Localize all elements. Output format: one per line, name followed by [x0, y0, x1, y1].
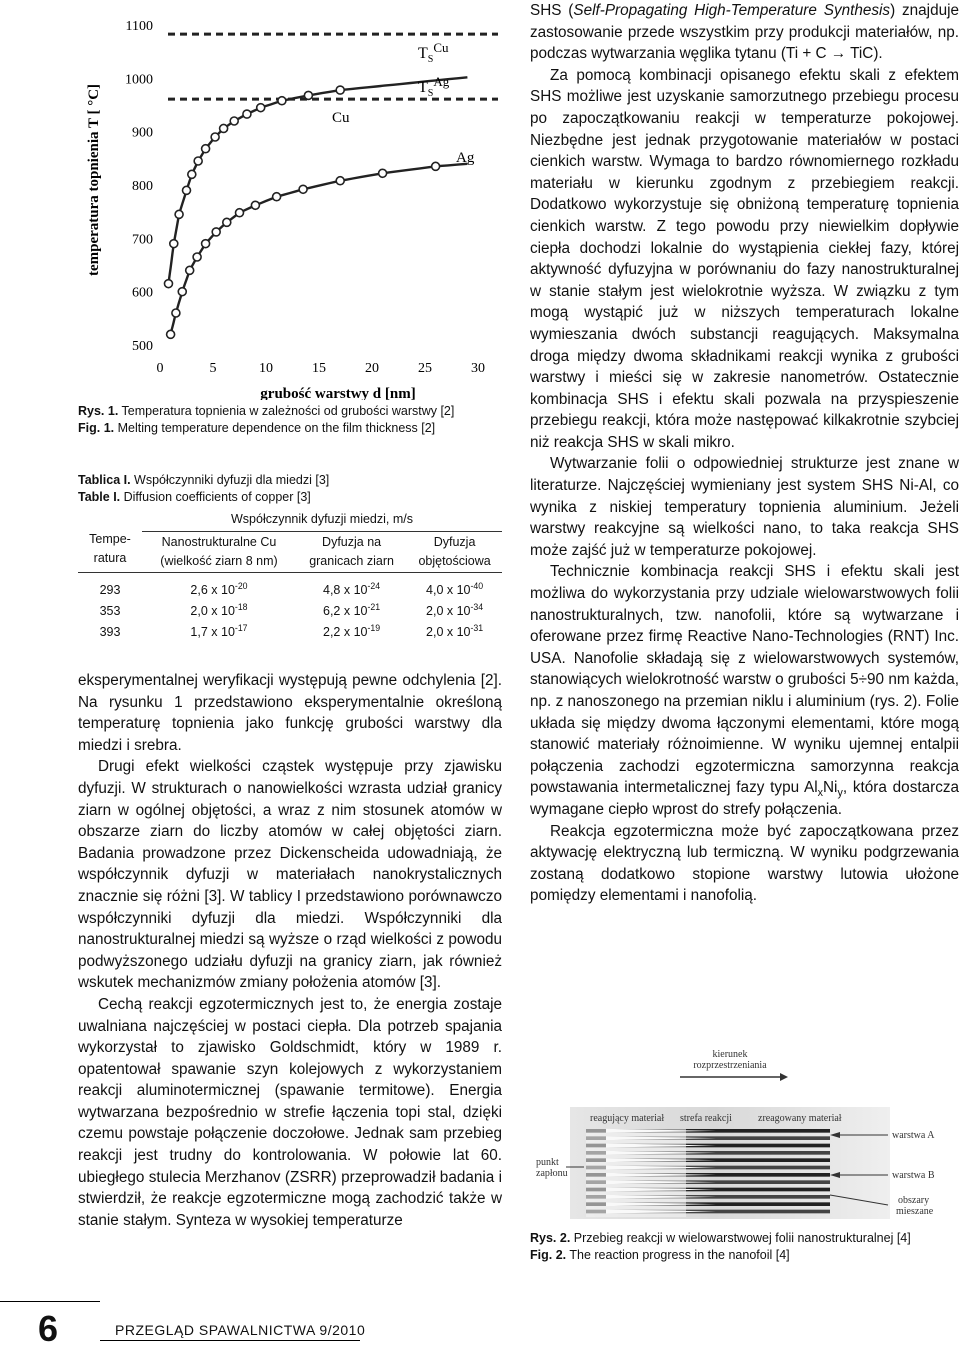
- y-tick-label: 800: [132, 179, 153, 194]
- fig1-pl-label: Rys. 1.: [78, 404, 119, 418]
- cell-temperature: 293: [99, 582, 121, 597]
- data-point: [172, 309, 180, 317]
- fig1-pl-text: Temperatura topnienia w zależności od grubości warstwy [2]: [118, 404, 455, 418]
- data-point: [170, 240, 178, 248]
- data-point: [220, 124, 228, 132]
- left-paragraph: eksperymentalnej weryfikacji występują pewne odchylenia [2]. Na rysunku 1 przedstawiono eksperymentalnie określoną temperaturę topnienia jako funkcję grubości warstwy dla miedzi i srebra.: [78, 672, 502, 754]
- series-curve: [171, 164, 468, 334]
- left-paragraph: Cechą reakcji egzotermicznych jest to, że energia zostaje uwalniana najczęściej w postaci ciepła. Dla potrzeb spajania wykorzystał to zjawisko Goldschmidt, który w 1989 r. opatentował spawanie szyn kolejowych z wykorzystaniem reakcji aluminotermicznej (spawanie termitowe). Energia wytwarzana bezpośrednio w strefie łączenia topi stal, dzięki czemu powstaje połączenie doczołowe. Jednak sam przebieg reakcji jest trudny do kontrolowania. W połowie lat 60. ubiegłego stulecia Merzhanov (ZSRR) przeprowadził badania i stwierdził, że reakcje egzotermiczne mogą zachodzić także w stanie stałym. Synteza w wysokiej temperaturze: [78, 995, 502, 1229]
- data-point: [243, 110, 251, 118]
- cell-nano: 1,7 x $10^{-17}$: [190, 622, 248, 639]
- cell-volume: 4,0 x $10^{-40}$: [426, 580, 484, 597]
- table-pl-text: Współczynniki dyfuzji dla miedzi [3]: [130, 473, 330, 487]
- cell-volume: 2,0 x $10^{-31}$: [426, 622, 484, 639]
- y-axis-label: temperatura topnienia T [ °C]: [86, 83, 102, 277]
- fig1-en-text: Melting temperature dependence on the film thickness [2]: [114, 421, 436, 435]
- data-point: [223, 218, 231, 226]
- right-paragraph-shs: SHS (Self-Propagating High-Temperature Synthesis) znajduje zastosowanie przede wszystkim przy produkcji materiałów, np. podczas wytwarzania węglika tytanu (Ti + C → TiC).: [530, 2, 959, 63]
- y-tick-label: 500: [132, 339, 153, 354]
- figure-1-caption: [78, 403, 508, 437]
- data-point: [167, 330, 175, 338]
- x-tick-label: 5: [209, 361, 217, 376]
- data-point: [336, 177, 344, 185]
- figure-2-caption: [530, 1230, 960, 1264]
- cell-temperature: 353: [99, 603, 121, 618]
- data-point: [194, 157, 202, 165]
- data-series: [164, 77, 467, 338]
- x-tick-label: 0: [156, 361, 164, 376]
- data-point: [202, 145, 210, 153]
- data-point: [211, 133, 219, 141]
- cell-grain-boundary: 4,8 x $10^{-24}$: [323, 580, 381, 597]
- reacted-zone: [586, 1129, 686, 1217]
- data-point: [164, 280, 172, 288]
- data-point: [432, 162, 440, 170]
- journal-name: PRZEGLĄD SPAWALNICTWA 9/2010: [115, 1322, 366, 1338]
- page-number: 6: [37, 1308, 59, 1349]
- group-header: Współczynnik dyfuzji miedzi, m/s: [142, 507, 502, 532]
- data-point: [193, 253, 201, 261]
- ag-curve-label: Ag: [456, 150, 475, 166]
- y-tick-label: 600: [132, 285, 153, 301]
- data-point: [257, 104, 265, 112]
- data-point: [230, 117, 238, 125]
- footer-rule-2: [100, 1340, 360, 1341]
- ts-cu-label: $T_S^{Cu}$: [418, 40, 449, 65]
- cell-volume: 2,0 x $10^{-34}$: [426, 601, 484, 618]
- y-tick-label: 1100: [125, 19, 153, 34]
- nanofoil-reaction-diagram: [530, 1045, 960, 1225]
- table-row: [78, 621, 502, 642]
- layer-a-label: warstwa A: [892, 1130, 935, 1141]
- data-point: [183, 186, 191, 194]
- x-tick-label: 20: [365, 361, 379, 376]
- data-point: [236, 209, 244, 217]
- table-row: [78, 600, 502, 621]
- x-axis-label: grubość warstwy d [nm]: [260, 386, 416, 400]
- left-paragraph: Drugi efekt wielkości cząstek występuje przy zjawisku dyfuzji. W strukturach o nanowielkości wzrasta udział granicy ziarn w ogólnej objętości, a wraz z nim stosunek atomów w obszarze ziarn do liczby atomów w całej objętości ziarn. Badania prowadzone przez Dickenscheida udowadniają, że współczynnik dyfuzji w materiałach nanokrystalicznych znacznie się różni [3]. W tablicy I przedstawiono porównawczo współczynniki dyfuzji dla miedzi. Współczynniki dla nanostrukturalnej miedzi są wyższe o rząd wielkości z powodu podwyższonego udziału dyfuzji na granicy ziarn, jak również wskutek mechanizmów zmiany położenia atomów [3].: [78, 758, 502, 992]
- cell-grain-boundary: 6,2 x $10^{-21}$: [323, 601, 381, 618]
- y-tick-label: 900: [132, 125, 153, 141]
- fig2-en-text: The reaction progress in the nanofoil [4]: [566, 1248, 790, 1262]
- y-tick-labels: [125, 19, 153, 354]
- data-point: [304, 91, 312, 99]
- melting-temperature-chart: [78, 0, 510, 400]
- data-point: [178, 288, 186, 296]
- col-header-volume: Dyfuzja objętościowa: [407, 532, 502, 573]
- x-tick-label: 25: [418, 361, 432, 376]
- ts-ag-label: $T_S^{Ag}$: [418, 74, 450, 99]
- data-point: [278, 97, 286, 105]
- right-paragraph: Wytwarzanie folii o odpowiedniej strukturze jest znane w literaturze. Najczęściej wymieniany jest system SHS Ni-Al, co wynika z niskiej temperatury topnienia aluminium. Jeżeli warstwy reakcyjne są wielkości nano, to taka reakcja SHS może zajść już w temperaturze pokojowej.: [530, 455, 959, 559]
- fig2-en-label: Fig. 2.: [530, 1248, 567, 1262]
- right-paragraph: Za pomocą kombinacji opisanego efektu skali z efektem SHS możliwe jest uzyskanie samorzutnego przebiegu procesu po zapoczątkowaniu reakcji w temperaturze pokojowej. Niezbędne jest jednak przygotowanie materiałów w postaci cienkich warstw. Wymaga to bardzo równomiernego rozkładu materiału w kierunku zgodnym z przebiegiem reakcji. Dodatkowo wykorzystuje się obniżoną temperaturę topnienia cienkich warstw. Z tego powodu przy niewielkim dopływie ciepła dochodzi lokalnie do wystąpienia ciekłej fazy, której aktywność dyfuzyjna w porównaniu do fazy nanostrukturalnej w stanie stałym jest wielokrotnie wyższa. W związku z tym mogą wystąpić już w niższych temperaturach lokalne wymieszania dwóch substancji reagujących. Maksymalna droga między dwoma składnikami reakcji wynika z grubości warstwy i mieści się w zakresie nanometrów. Ostatecznie kombinacja SHS i efektu skali pozwala na przyspieszenie przebiegu reakcji, która może następować kilkakrotnie szybciej niż reakcja SHS w skali mikro.: [530, 66, 959, 451]
- data-point: [186, 266, 194, 274]
- series-curve: [169, 77, 468, 283]
- diffusion-coefficients-table: [78, 507, 502, 642]
- col-header-grain-boundary: Dyfuzja na granicach ziarn: [296, 532, 407, 573]
- direction-label: kierunek rozprzestrzeniania: [693, 1049, 767, 1071]
- data-point: [202, 240, 210, 248]
- layer-b-label: warstwa B: [892, 1170, 935, 1181]
- fig1-en-label: Fig. 1.: [78, 421, 115, 435]
- x-tick-label: 10: [259, 361, 273, 376]
- zone-reacted-label: zreagowany materiał: [758, 1113, 842, 1124]
- table-row: [78, 573, 502, 601]
- zone-reacting-label: reagujący materiał: [590, 1113, 665, 1124]
- table-en-text: Diffusion coefficients of copper [3]: [120, 490, 311, 504]
- data-point: [212, 228, 220, 236]
- table-pl-label: Tablica I.: [78, 473, 131, 487]
- left-column-text: [78, 670, 502, 1231]
- data-point: [188, 170, 196, 178]
- right-column-text: [530, 0, 959, 907]
- cell-grain-boundary: 2,2 x $10^{-19}$: [323, 622, 381, 639]
- data-point: [175, 210, 183, 218]
- footer-rule: [0, 1301, 100, 1302]
- col-header-nano: Nanostrukturalne Cu (wielkość ziarn 8 nm): [142, 532, 296, 573]
- right-paragraph: Reakcja egzotermiczna może być zapoczątkowana przez aktywację elektryczną lub termiczną. W wyniku podgrzewania zostaną dodatkowo stopione warstwy lutowia ułożone pomiędzy elementami i nanofolią.: [530, 822, 959, 905]
- y-tick-label: 1000: [125, 72, 153, 88]
- cell-nano: 2,0 x $10^{-18}$: [190, 601, 248, 618]
- cu-curve-label: Cu: [332, 110, 350, 126]
- right-paragraph-nanofoil: Technicznie kombinacja reakcji SHS i efektu skali jest możliwa do wykorzystania przy udziale wielowarstwowych folii nanostrukturalnych, tzw. nanofolii, które są wytwarzane i oferowane przez firmę Reactive Nano-Technologies (RNT) Inc. USA. Nanofolie składają się z wielowarstwowych systemów, stanowiących wielokrotność warstw o grubości 5÷90 nm każda, np. z nanoszonego na przemian niklu i aluminium (rys. 2). Folie układa się między dwoma łączonymi elementami, które mogą stanowić materiały różnoimienne. W wyniku ujemnej entalpii połączenia zachodzi egzotermiczna samorzynna reakcja powstawania intermetalicznej fazy typu $Al_xNi_y$, która dostarcza wymagane ciepło wprost do strefy połączenia.: [530, 563, 959, 818]
- table-caption: [78, 472, 508, 506]
- table-en-label: Table I.: [78, 490, 121, 504]
- x-tick-label: 30: [471, 361, 485, 376]
- x-tick-label: 15: [312, 361, 326, 376]
- data-point: [336, 86, 344, 94]
- data-point: [299, 185, 307, 193]
- zone-reaction-label: strefa reakcji: [680, 1113, 732, 1124]
- data-point: [273, 193, 281, 201]
- cell-temperature: 393: [99, 624, 121, 639]
- col-header-temperature: Tempe- ratura: [78, 507, 142, 573]
- fig2-pl-text: Przebieg reakcji w wielowarstwowej folii nanostrukturalnej [4]: [570, 1231, 911, 1245]
- fig2-pl-label: Rys. 2.: [530, 1231, 571, 1245]
- cell-nano: 2,6 x $10^{-20}$: [190, 580, 248, 597]
- ignition-label: punkt zapłonu: [536, 1157, 568, 1179]
- x-tick-labels: [157, 361, 486, 376]
- y-tick-label: 700: [132, 232, 153, 248]
- data-point: [379, 169, 387, 177]
- mixed-area-label: obszary mieszane: [896, 1195, 934, 1217]
- data-point: [251, 201, 259, 209]
